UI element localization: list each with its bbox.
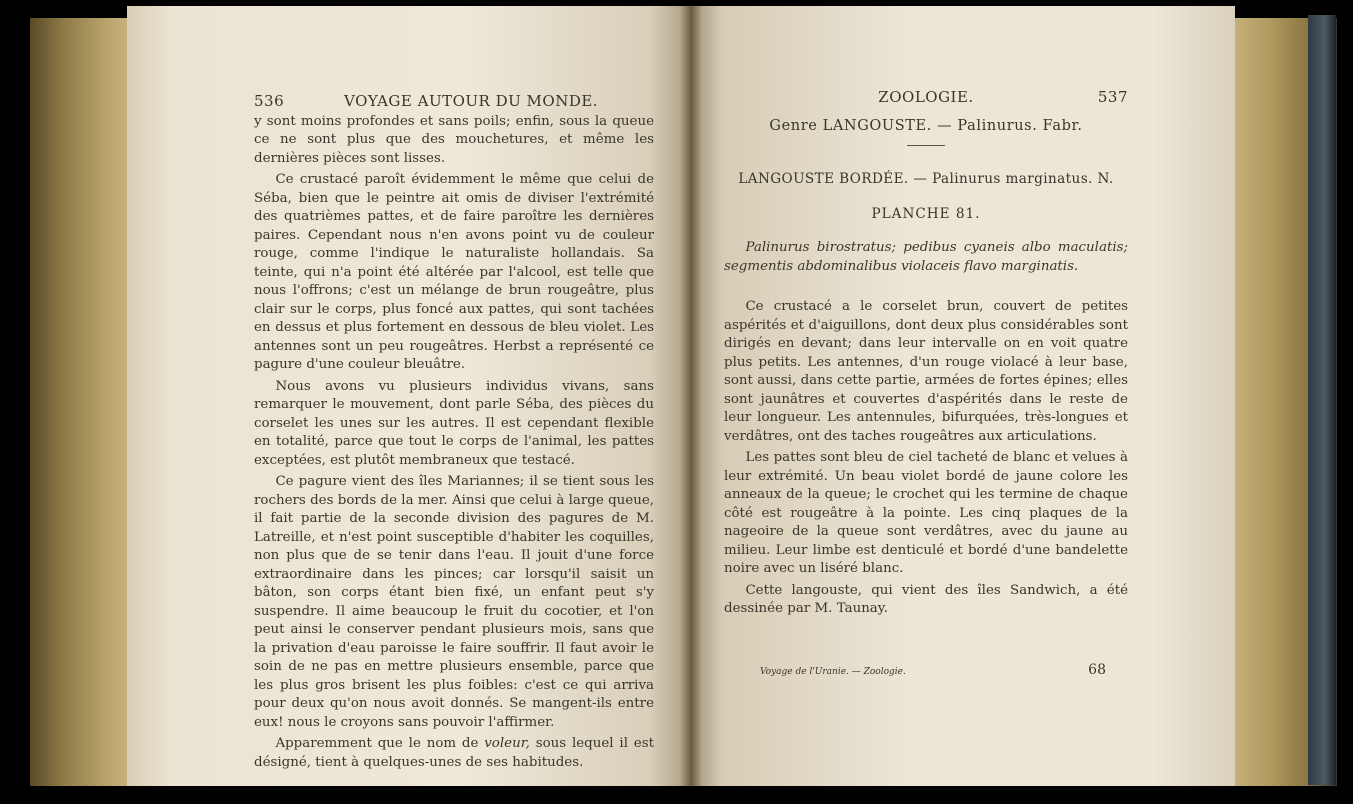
- book-cover-edge: [1308, 15, 1336, 785]
- plate-label: PLANCHE 81.: [871, 205, 981, 222]
- right-paragraph-2: Les pattes sont bleu de ciel tacheté de blanc et velues à leur extrémité. Un beau violet bordé de jaune colore les anneaux de la queue; le crochet qui les termine de chaque côté est rougeâtre à la pointe. Les cinq plaques de la nageoire de la queue sont verdâtres, avec du jaune au milieu. Leur limbe est denticulé et bordé d'une bandelette noire avec un liséré blanc.: [724, 450, 1128, 576]
- right-running-title: ZOOLOGIE.: [878, 88, 974, 106]
- right-page-number: 537: [1097, 88, 1128, 106]
- left-running-title: VOYAGE AUTOUR DU MONDE.: [344, 92, 599, 110]
- left-paragraph-5-italic: voleur,: [484, 736, 530, 751]
- footer-sheet-number: 68: [1088, 662, 1106, 678]
- left-page-edges: [30, 18, 140, 786]
- genus-heading: Genre LANGOUSTE. — Palinurus. Fabr.: [769, 117, 1083, 134]
- left-running-head: [254, 92, 654, 111]
- footer-signature: Voyage de l'Uranie. — Zoologie.: [760, 667, 906, 677]
- left-paragraph-3: Nous avons vu plusieurs individus vivans, sans remarquer le mouvement, dont parle Séba, des pièces du corselet les unes sur les autres. Il est cependant flexible en totalité, parce que tout le corps de l'animal, les pattes exceptées, est plutôt membraneux que testacé.: [254, 378, 654, 468]
- left-paragraph-5-end: sous lequel il est désigné, tient à quelques-unes de ses habitudes.: [254, 736, 654, 770]
- left-paragraph-1: y sont moins profondes et sans poils; enfin, sous la queue ce ne sont plus que des mouchetures, et même les dernières pièces sont lisses.: [254, 113, 654, 166]
- left-page-content: [254, 92, 654, 772]
- heading-divider: [907, 145, 945, 146]
- latin-diagnosis: Palinurus birostratus; pedibus cyaneis albo maculatis; segmentis abdominalibus violaceis flavo marginatis.: [724, 240, 1128, 274]
- right-paragraph-3: Cette langouste, qui vient des îles Sandwich, a été dessinée par M. Taunay.: [724, 582, 1128, 616]
- book-gutter: [680, 6, 702, 786]
- right-paragraph-1: Ce crustacé a le corselet brun, couvert de petites aspérités et d'aiguillons, dont deux plus considérables sont dirigés en devant; dans leur intervalle on en voit quatre plus petits. Les antennes, d'un rouge violacé à leur base, sont aussi, dans cette partie, armées de fortes épines; elles sont jaunâtres et couvertes d'aspérités dans le reste de leur longueur. Les antennules, bifurquées, très-longues et verdâtres, ont des taches rougeâtres aux articulations.: [724, 299, 1128, 444]
- right-page-content: [724, 88, 1128, 619]
- left-page-number: 536: [254, 92, 285, 110]
- left-paragraph-4: Ce pagure vient des îles Mariannes; il se tient sous les rochers des bords de la mer. Ainsi que celui à large queue, il fait partie de la seconde division des pagures de M. Latreille, et n'est point susceptible d'habiter les coquilles, non plus que de se tenir dans l'eau. Il jouit d'une force extraordinaire dans les pinces; car lorsqu'il saisit un bâton, son corps étant bien fixé, un enfant peut s'y suspendre. Il aime beaucoup le fruit du cocotier, et l'on peut ainsi le conserver pendant plusieurs mois, sans que la privation d'eau paroisse le faire souffrir. Il faut avoir le soin de ne pas en mettre plusieurs ensemble, parce que les plus gros brisent les plus foibles: c'est ce qui arriva pour deux qu'on nous avoit donnés. Se mangent-ils entre eux! nous le croyons sans pouvoir l'affirmer.: [254, 474, 654, 730]
- left-paragraph-5-start: Apparemment que le nom de: [275, 736, 485, 751]
- right-running-head: [724, 88, 1128, 107]
- right-page-footer: [760, 662, 1106, 678]
- left-paragraph-5: [254, 735, 654, 772]
- species-heading: LANGOUSTE BORDÉE. — Palinurus marginatus. N.: [738, 171, 1114, 187]
- left-paragraph-2: Ce crustacé paroît évidemment le même que celui de Séba, bien que le peintre ait omis de diviser l'extrémité des quatrièmes pattes, et de faire paroître les dernières paires. Cependant nous n'en avons point vu de couleur rouge, comme l'indique le naturaliste hollandais. Sa teinte, qui n'a point été altérée par l'alcool, est telle que nous l'offrons; c'est un mélange de brun rougeâtre, plus clair sur le corps, plus foncé aux pattes, qui sont tachées en dessus et plus fortement en dessous de bleu violet. Les antennes sont un peu rougeâtres. Herbst a représenté ce pagure d'une couleur bleuâtre.: [254, 172, 654, 372]
